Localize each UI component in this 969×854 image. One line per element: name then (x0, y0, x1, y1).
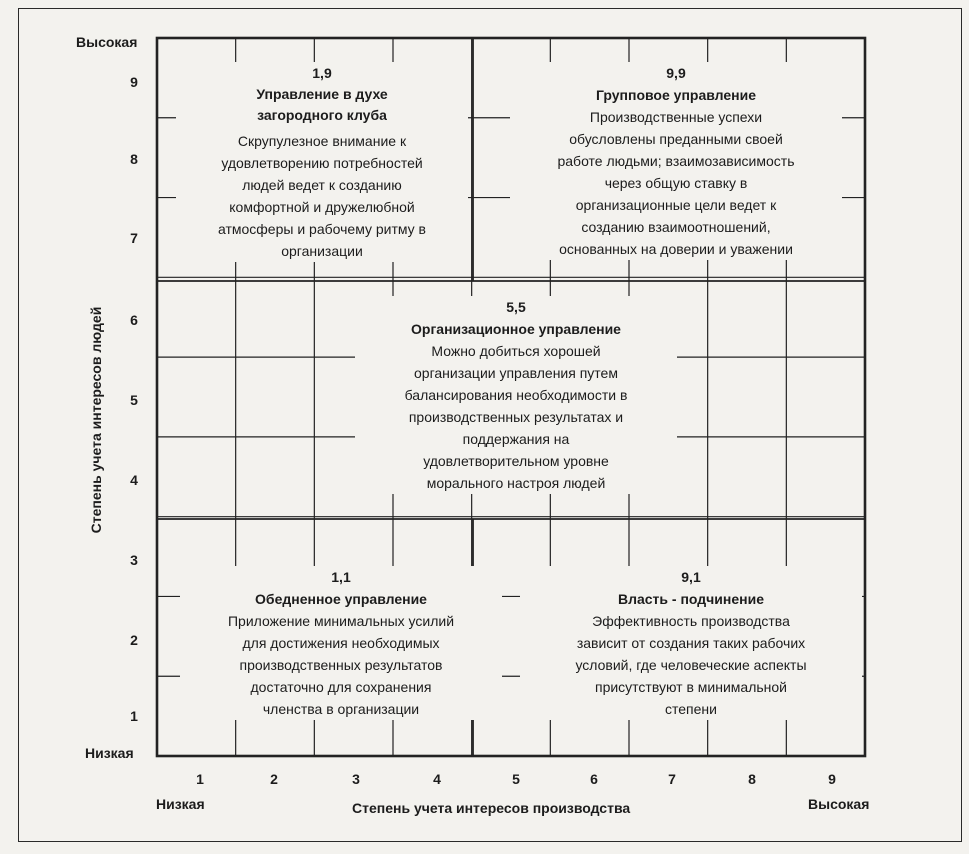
y-tick-label: 3 (130, 552, 138, 568)
y-axis-high-label: Высокая (76, 34, 138, 50)
x-tick-label: 2 (270, 771, 278, 787)
style-description: Можно добиться хорошей организации управления путем балансирования необходимости в производственных результатах и поддержания на удовлетворительном уровне морального настроя людей (404, 343, 628, 491)
style-description: Скрупулезное внимание к удовлетворению потребностей людей ведет к созданию комфортной и дружелюбной атмосферы и рабочему ритму в организации (217, 133, 426, 259)
style-middle-of-road (355, 296, 677, 494)
x-tick-label: 1 (196, 771, 204, 787)
y-axis-title: Степень учета интересов людей (88, 306, 104, 534)
x-axis-high-label: Высокая (808, 796, 870, 812)
style-authority-compliance (520, 566, 862, 720)
y-tick-label: 7 (130, 230, 138, 246)
style-name: Управление в духе загородного клуба (256, 86, 388, 123)
style-team (510, 62, 842, 260)
style-code: 5,5 (506, 299, 526, 315)
style-description: Производственные успехи обусловлены преданными своей работе людьми; взаимозависимость через общую ставку в организационные цели ведет к созданию взаимоотношений, основанных на доверии и уважении (557, 109, 795, 257)
y-tick-label: 1 (130, 708, 138, 724)
style-name: Обедненное управление (255, 591, 427, 607)
x-axis-low-label: Низкая (156, 796, 205, 812)
x-tick-label: 7 (668, 771, 676, 787)
x-tick-label: 9 (828, 771, 836, 787)
y-tick-label: 2 (130, 632, 138, 648)
x-tick-label: 4 (433, 771, 441, 787)
y-tick-label: 4 (130, 472, 138, 488)
x-tick-label: 8 (748, 771, 756, 787)
style-description: Приложение минимальных усилий для достижения необходимых производственных результатов достаточно для сохранения членства в организации (227, 613, 455, 717)
x-tick-label: 6 (590, 771, 598, 787)
y-tick-label: 8 (130, 151, 138, 167)
x-axis-title: Степень учета интересов производства (352, 800, 631, 816)
style-code: 9,9 (666, 65, 686, 81)
style-name: Организационное управление (411, 321, 621, 337)
x-tick-label: 5 (512, 771, 520, 787)
style-name: Власть - подчинение (617, 591, 764, 607)
style-impoverished (180, 566, 502, 720)
x-tick-label: 3 (352, 771, 360, 787)
style-country-club (176, 62, 468, 262)
y-tick-label: 5 (130, 392, 138, 408)
style-code: 1,1 (331, 569, 351, 585)
y-tick-label: 9 (130, 74, 138, 90)
y-axis-low-label: Низкая (85, 745, 134, 761)
style-description: Эффективность производства зависит от создания таких рабочих условий, где человеческие аспекты присутствуют в минимальной степени (575, 613, 807, 717)
style-code: 1,9 (312, 65, 332, 81)
style-name: Групповое управление (595, 87, 756, 103)
y-tick-label: 6 (130, 312, 138, 328)
style-code: 9,1 (681, 569, 701, 585)
